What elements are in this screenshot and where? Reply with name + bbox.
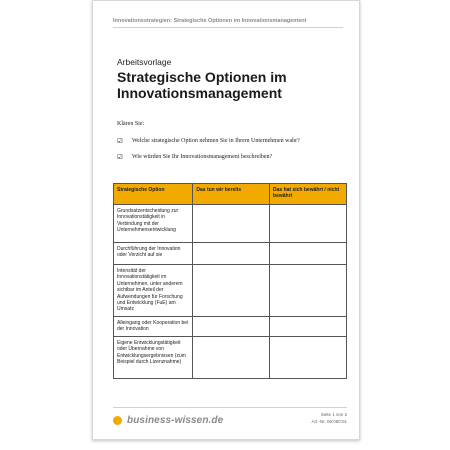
question-item — [117, 153, 272, 161]
table-cell-proven — [270, 205, 347, 243]
table-cell-proven — [270, 265, 347, 317]
table-row — [114, 337, 347, 379]
table-cell-already-done — [193, 205, 270, 243]
strategic-options-table — [113, 183, 347, 379]
page-number: Seite 1 von 2 — [320, 412, 347, 417]
logo-text: business-wissen.de — [127, 415, 224, 426]
document-type-label: Arbeitsvorlage — [117, 57, 172, 67]
question-item — [117, 137, 300, 145]
document-page — [92, 0, 360, 440]
table-row — [114, 317, 347, 337]
question-text: Wie würden Sie Ihr Innovationsmanagement beschreiben? — [132, 154, 273, 160]
table-cell-option: Durchführung der Innovation oder Verzicht auf sie — [114, 243, 193, 265]
table-row — [114, 265, 347, 317]
checkbox-icon: ☑ — [117, 154, 123, 161]
table-cell-option: Grundsatzentscheidung zur Innovationstätigkeit in Verbindung mit der Unternehmensentwicklung — [114, 205, 193, 243]
table-header-row — [114, 184, 347, 205]
clarify-label: Klären Sie: — [117, 121, 145, 127]
table-row — [114, 243, 347, 265]
column-header-already-done: Das tun wir bereits — [193, 184, 270, 205]
table-row — [114, 205, 347, 243]
question-text: Welche strategische Option nehmen Sie in Ihrem Unternehmen wahr? — [132, 138, 300, 144]
table-cell-already-done — [193, 265, 270, 317]
document-title-line-2: Innovationsmanagement — [117, 85, 282, 101]
document-title — [117, 69, 337, 101]
table-cell-option: Eigene Entwicklungstätigkeit oder Übernahme von Entwicklungsergebnissen (zum Beispiel durch Lizenznahme) — [114, 337, 193, 379]
table-cell-already-done — [193, 317, 270, 337]
column-header-proven: Das hat sich bewährt / nicht bewährt — [270, 184, 347, 205]
checkbox-icon: ☑ — [117, 138, 123, 145]
table-cell-proven — [270, 243, 347, 265]
column-header-option: Strategische Option — [114, 184, 193, 205]
footer-divider — [113, 407, 347, 408]
table-cell-already-done — [193, 243, 270, 265]
table-cell-option: Alleingang oder Kooperation bei der Innovation — [114, 317, 193, 337]
footer-meta — [311, 411, 347, 425]
table-cell-proven — [270, 317, 347, 337]
article-number: Art.-Nr. 06:060:01 — [311, 419, 347, 424]
business-wissen-logo — [113, 415, 223, 426]
table-cell-already-done — [193, 337, 270, 379]
table-cell-proven — [270, 337, 347, 379]
page-header: Innovationsstrategien: Strategische Optionen im Innovationsmanagement — [113, 18, 343, 28]
logo-dot-icon — [113, 416, 122, 425]
document-title-line-1: Strategische Optionen im — [117, 69, 287, 85]
table-cell-option: Intensität der Innovationstätigkeit im Unternehmen, unter anderem sichtbar im Anteil der Aufwendungen für Forschung und Entwicklung (FuE) am Umsatz — [114, 265, 193, 317]
